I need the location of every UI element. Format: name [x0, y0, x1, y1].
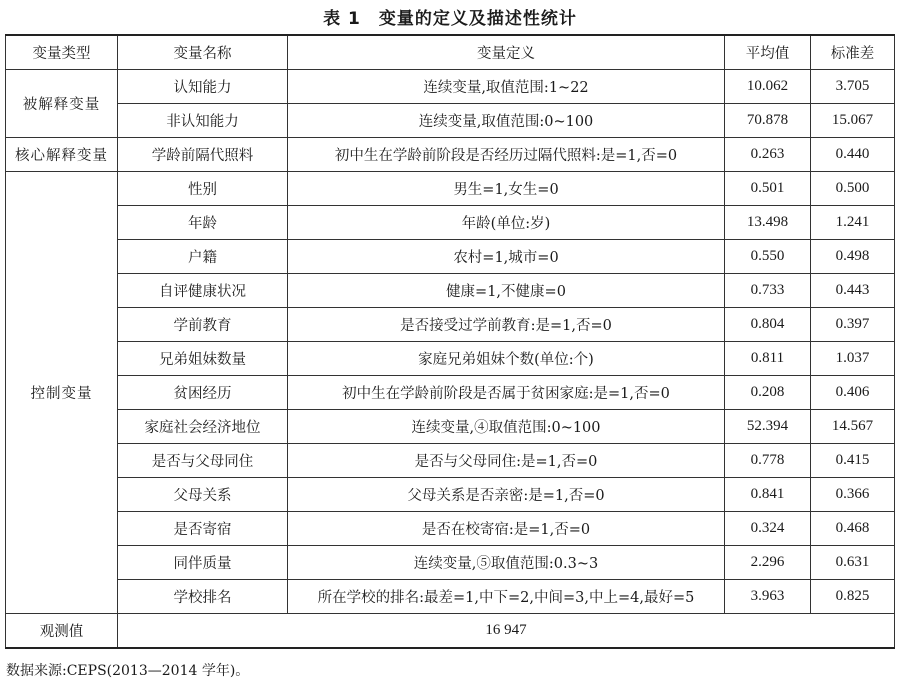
mean-cell: 0.550	[725, 240, 811, 274]
source-note: 数据来源:CEPS(2013—2014 学年)。	[6, 663, 250, 679]
table-row	[6, 444, 895, 478]
observations-value: 16 947	[118, 614, 895, 649]
variable-type-cell: 控制变量	[6, 172, 118, 614]
variable-name-cell: 是否与父母同住	[118, 444, 288, 478]
variable-name-cell: 年龄	[118, 206, 288, 240]
variable-definition-cell: 是否在校寄宿:是=1,否=0	[288, 512, 725, 546]
sd-cell: 0.498	[811, 240, 895, 274]
header-cell: 变量定义	[288, 35, 725, 70]
variable-name-cell: 是否寄宿	[118, 512, 288, 546]
variable-definition-cell: 男生=1,女生=0	[288, 172, 725, 206]
variable-name-cell: 父母关系	[118, 478, 288, 512]
mean-cell: 13.498	[725, 206, 811, 240]
variable-definition-cell: 初中生在学龄前阶段是否经历过隔代照料:是=1,否=0	[288, 138, 725, 172]
table-row	[6, 512, 895, 546]
table-row	[6, 308, 895, 342]
table-row	[6, 240, 895, 274]
sd-cell: 0.443	[811, 274, 895, 308]
sd-cell: 0.415	[811, 444, 895, 478]
variable-name-cell: 家庭社会经济地位	[118, 410, 288, 444]
variable-definition-cell: 是否接受过学前教育:是=1,否=0	[288, 308, 725, 342]
variable-name-cell: 学龄前隔代照料	[118, 138, 288, 172]
header-cell: 标准差	[811, 35, 895, 70]
table-row	[6, 138, 895, 172]
mean-cell: 0.804	[725, 308, 811, 342]
variable-name-cell: 自评健康状况	[118, 274, 288, 308]
variable-type-cell: 被解释变量	[6, 70, 118, 138]
header-cell: 变量名称	[118, 35, 288, 70]
sd-cell: 0.366	[811, 478, 895, 512]
sd-cell: 0.500	[811, 172, 895, 206]
observations-row	[6, 614, 895, 649]
mean-cell: 0.324	[725, 512, 811, 546]
mean-cell: 70.878	[725, 104, 811, 138]
header-row	[6, 35, 895, 70]
mean-cell: 52.394	[725, 410, 811, 444]
variable-name-cell: 兄弟姐妹数量	[118, 342, 288, 376]
header-cell: 平均值	[725, 35, 811, 70]
table-body	[6, 70, 895, 649]
table-row	[6, 104, 895, 138]
table-title: 表 1 变量的定义及描述性统计	[323, 9, 577, 29]
sd-cell: 0.397	[811, 308, 895, 342]
table-row	[6, 410, 895, 444]
variable-definition-cell: 年龄(单位:岁)	[288, 206, 725, 240]
variable-definition-cell: 连续变量,⑤取值范围:0.3~3	[288, 546, 725, 580]
mean-cell: 0.263	[725, 138, 811, 172]
statistics-table	[5, 34, 895, 649]
table-row	[6, 580, 895, 614]
observations-label: 观测值	[6, 614, 118, 649]
sd-cell: 14.567	[811, 410, 895, 444]
table-row	[6, 342, 895, 376]
sd-cell: 0.631	[811, 546, 895, 580]
variable-definition-cell: 连续变量,④取值范围:0~100	[288, 410, 725, 444]
variable-name-cell: 认知能力	[118, 70, 288, 104]
table-row	[6, 478, 895, 512]
sd-cell: 15.067	[811, 104, 895, 138]
table-row	[6, 70, 895, 104]
sd-cell: 3.705	[811, 70, 895, 104]
table-row	[6, 376, 895, 410]
table-row	[6, 206, 895, 240]
variable-definition-cell: 连续变量,取值范围:1~22	[288, 70, 725, 104]
sd-cell: 1.241	[811, 206, 895, 240]
mean-cell: 0.208	[725, 376, 811, 410]
sd-cell: 1.037	[811, 342, 895, 376]
mean-cell: 0.733	[725, 274, 811, 308]
mean-cell: 3.963	[725, 580, 811, 614]
variable-definition-cell: 所在学校的排名:最差=1,中下=2,中间=3,中上=4,最好=5	[288, 580, 725, 614]
table-row	[6, 172, 895, 206]
variable-definition-cell: 初中生在学龄前阶段是否属于贫困家庭:是=1,否=0	[288, 376, 725, 410]
variable-type-cell: 核心解释变量	[6, 138, 118, 172]
mean-cell: 0.501	[725, 172, 811, 206]
variable-name-cell: 学校排名	[118, 580, 288, 614]
sd-cell: 0.406	[811, 376, 895, 410]
variable-name-cell: 贫困经历	[118, 376, 288, 410]
variable-name-cell: 户籍	[118, 240, 288, 274]
sd-cell: 0.825	[811, 580, 895, 614]
variable-definition-cell: 父母关系是否亲密:是=1,否=0	[288, 478, 725, 512]
variable-name-cell: 性别	[118, 172, 288, 206]
sd-cell: 0.468	[811, 512, 895, 546]
variable-definition-cell: 健康=1,不健康=0	[288, 274, 725, 308]
table-row	[6, 274, 895, 308]
mean-cell: 0.778	[725, 444, 811, 478]
mean-cell: 0.811	[725, 342, 811, 376]
table-row	[6, 546, 895, 580]
mean-cell: 10.062	[725, 70, 811, 104]
variable-definition-cell: 连续变量,取值范围:0~100	[288, 104, 725, 138]
variable-definition-cell: 是否与父母同住:是=1,否=0	[288, 444, 725, 478]
mean-cell: 0.841	[725, 478, 811, 512]
sd-cell: 0.440	[811, 138, 895, 172]
variable-name-cell: 学前教育	[118, 308, 288, 342]
header-cell: 变量类型	[6, 35, 118, 70]
variable-name-cell: 非认知能力	[118, 104, 288, 138]
variable-definition-cell: 家庭兄弟姐妹个数(单位:个)	[288, 342, 725, 376]
variable-definition-cell: 农村=1,城市=0	[288, 240, 725, 274]
mean-cell: 2.296	[725, 546, 811, 580]
variable-name-cell: 同伴质量	[118, 546, 288, 580]
